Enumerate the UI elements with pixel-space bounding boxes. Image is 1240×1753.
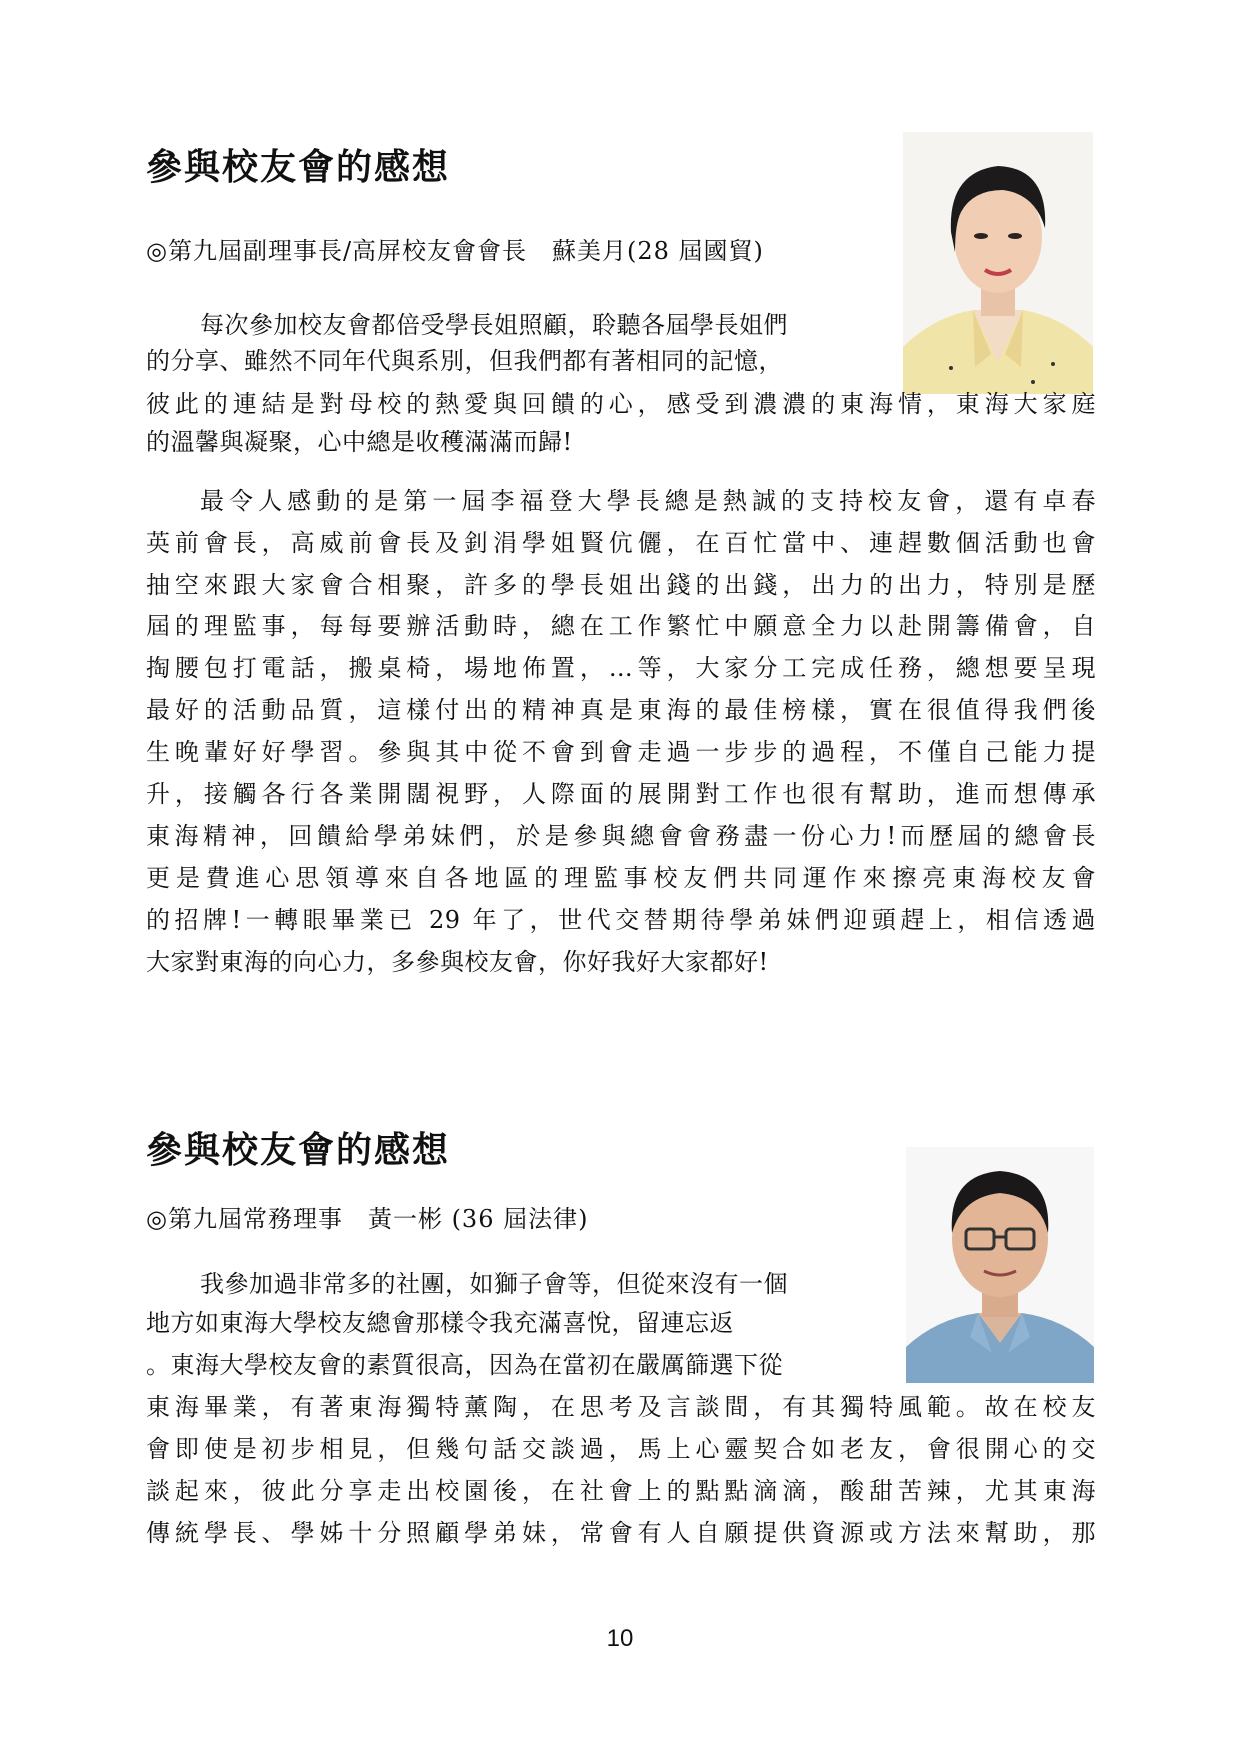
paragraph-line: 地方如東海大學校友總會那樣令我充滿喜悅，留連忘返 [146,1309,734,1337]
paragraph-line: 。東海大學校友會的素質很高，因為在當初在嚴厲篩選下從 [146,1351,783,1379]
paragraph-line: 英前會長，高威前會長及釗涓學姐賢伉儷，在百忙當中、連趕數個活動也會 [146,529,1096,557]
portrait-woman-image [903,132,1093,394]
paragraph-line: 東海畢業，有著東海獨特薰陶，在思考及言談間，有其獨特風範。故在校友 [146,1393,1096,1421]
paragraph-line: 升，接觸各行各業開闊視野，人際面的展開對工作也很有幫助，進而想傳承 [146,780,1096,808]
paragraph-line: 大家對東海的向心力，多參與校友會，你好我好大家都好! [146,948,769,976]
paragraph-line: 東海精神，回饋給學弟妹們，於是參與總會會務盡一份心力!而歷屆的總會長 [146,822,1096,850]
paragraph-line: 的招牌!一轉眼畢業已 29 年了，世代交替期待學弟妹們迎頭趕上，相信透過 [146,906,1096,934]
author-byline: ◎第九屆常務理事 黃一彬 (36 屆法律) [146,1205,589,1233]
section-title: 參與校友會的感想 [146,146,451,188]
author-byline: ◎第九屆副理事長/高屏校友會會長 蘇美月(28 屆國貿) [146,237,764,265]
section-title: 參與校友會的感想 [146,1129,451,1171]
paragraph-line: 彼此的連結是對母校的熱愛與回饋的心，感受到濃濃的東海情，東海大家庭 [146,390,1096,418]
paragraph-line: 會即使是初步相見，但幾句話交談過，馬上心靈契合如老友，會很開心的交 [146,1435,1096,1463]
paragraph-line: 最好的活動品質，這樣付出的精神真是東海的最佳榜樣，實在很值得我們後 [146,696,1096,724]
paragraph-line: 我參加過非常多的社團，如獅子會等，但從來沒有一個 [200,1270,788,1298]
paragraph-line: 傳統學長、學姊十分照顧學弟妹，常會有人自願提供資源或方法來幫助，那 [146,1519,1096,1547]
paragraph-line: 更是費進心思領導來自各地區的理監事校友們共同運作來擦亮東海校友會 [146,864,1096,892]
paragraph-line: 的溫馨與凝聚，心中總是收穫滿滿而歸! [146,428,573,456]
paragraph-line: 抽空來跟大家會合相聚，許多的學長姐出錢的出錢，出力的出力，特別是歷 [146,571,1096,599]
paragraph-line: 生晚輩好好學習。參與其中從不會到會走過一步步的過程，不僅自己能力提 [146,738,1096,766]
paragraph-line: 每次參加校友會都倍受學長姐照顧，聆聽各屆學長姐們 [200,311,788,339]
paragraph-line: 掏腰包打電話，搬桌椅，場地佈置，…等，大家分工完成任務，總想要呈現 [146,654,1096,682]
paragraph-line: 的分享、雖然不同年代與系別，但我們都有著相同的記憶， [146,347,783,375]
portrait-man-image [906,1147,1094,1383]
page-number: 10 [606,1625,634,1652]
paragraph-line: 談起來，彼此分享走出校園後，在社會上的點點滴滴，酸甜苦辣，尤其東海 [146,1477,1096,1505]
paragraph-line: 屆的理監事，每每要辦活動時，總在工作繁忙中願意全力以赴開籌備會，自 [146,612,1096,640]
portrait-photo-woman [903,132,1093,394]
portrait-photo-man [906,1147,1094,1383]
paragraph-line: 最令人感動的是第一屆李福登大學長總是熱誠的支持校友會，還有卓春 [200,487,1096,515]
